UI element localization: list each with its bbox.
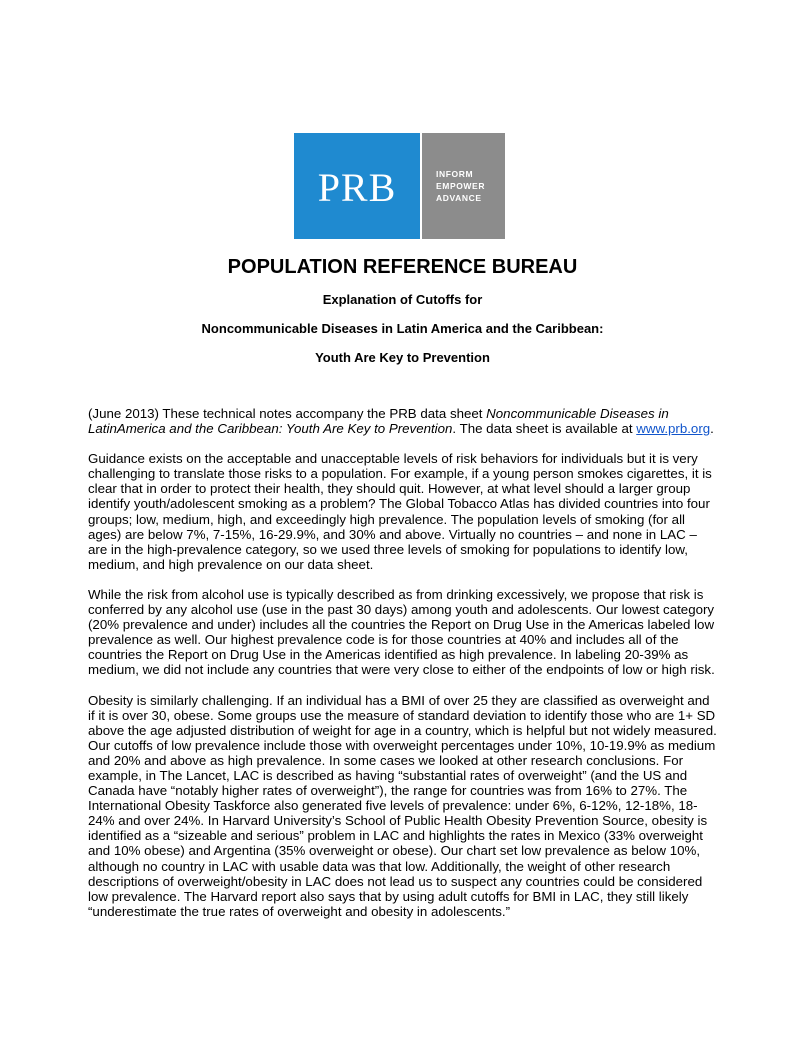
- intro-mid-text: . The data sheet is available at: [452, 421, 637, 437]
- logo-tagline-advance: ADVANCE: [436, 193, 482, 203]
- document-subtitle-line-3: Youth Are Key to Prevention: [315, 350, 490, 365]
- document-subtitle-line-1: Explanation of Cutoffs for: [322, 292, 483, 307]
- logo-tagline-inform: INFORM: [436, 169, 474, 179]
- logo-tagline-empower: EMPOWER: [436, 181, 486, 191]
- logo-blue-panel: [294, 133, 420, 239]
- intro-paragraph: [88, 406, 718, 436]
- prb-website-link[interactable]: www.prb.org: [636, 421, 711, 437]
- document-body: [88, 406, 718, 934]
- obesity-paragraph: Obesity is similarly challenging. If an individual has a BMI of over 25 they are classified as overweight and if it is over 30, obese. Some groups use the measure of standard deviation to identify those who are 1+ SD above the age adjusted distribution of weight for age in a country, which is helpful but not widely measured. Our cutoffs of low prevalence include those with overweight percentages under 10%, 10-19.9% as medium and 20% and above as high prevalence. In some cases we looked at other research conclusions. For example, in The Lancet, LAC is described as having “substantial rates of overweight” (and the US and Canada have “notably higher rates of overweight”), the range for countries was from 16% to 27%. The International Obesity Taskforce also generated five levels of prevalence: under 6%, 6-12%, 12-18%, 18-24% and over 24%. In Harvard University’s School of Public Health Obesity Prevention Source, obesity is identified as a “sizeable and serious” problem in LAC and highlights the rates in Mexico (33% overweight and 10% obese) and Argentina (35% overweight or obese). Our chart set low prevalence as below 10%, although no country in LAC with usable data was that low. Additionally, the weight of other research descriptions of overweight/obesity in LAC does not lead us to suspect any countries could be considered low prevalence. The Harvard report also says that by using adult cutoffs for BMI in LAC, they still likely “underestimate the true rates of overweight and obesity in adolescents.”: [88, 692, 717, 919]
- intro-lead-text: (June 2013) These technical notes accompany the PRB data sheet: [88, 406, 487, 421]
- prb-logo: [294, 133, 505, 239]
- organization-title: POPULATION REFERENCE BUREAU: [227, 256, 578, 278]
- smoking-paragraph: Guidance exists on the acceptable and unacceptable levels of risk behaviors for individuals but it is very challenging to translate those risks to a population. For example, if a young person smokes cigarettes, it is clear that in order to protect their health, they should quit. However, at what level should a larger group identify youth/adolescent smoking as a problem? The Global Tobacco Atlas has divided countries into four groups; low, medium, high, and exceedingly high prevalence. The population levels of smoking (for all ages) are below 7%, 7-15%, 16-29.9%, and 30% and above. Virtually no countries – and none in LAC – are in the high-prevalence category, so we used three levels of smoking for populations to identify low, medium, and high prevalence on our data sheet.: [88, 451, 712, 572]
- logo-wordmark: PRB: [317, 164, 397, 210]
- document-subtitle-line-2: Noncommunicable Diseases in Latin America and the Caribbean:: [201, 321, 604, 336]
- alcohol-paragraph: While the risk from alcohol use is typically described as from drinking excessively, we propose that risk is conferred by any alcohol use (use in the past 30 days) among youth and adolescents. Our lowest category (20% prevalence and under) includes all the countries the Report on Drug Use in the Americas labeled low prevalence as well. Our highest prevalence code is for those countries at 40% and includes all of the countries the Report on Drug Use in the Americas identified as high prevalence. In labeling 20-39% as medium, we did not include any countries that were very close to either of the endpoints of low or high risk.: [88, 586, 715, 678]
- logo-gray-panel: [420, 133, 505, 239]
- data-sheet-title: Noncommunicable Diseases in LatinAmerica and the Caribbean: Youth Are Key to Prevention: [88, 406, 669, 437]
- intro-tail-text: .: [710, 421, 714, 437]
